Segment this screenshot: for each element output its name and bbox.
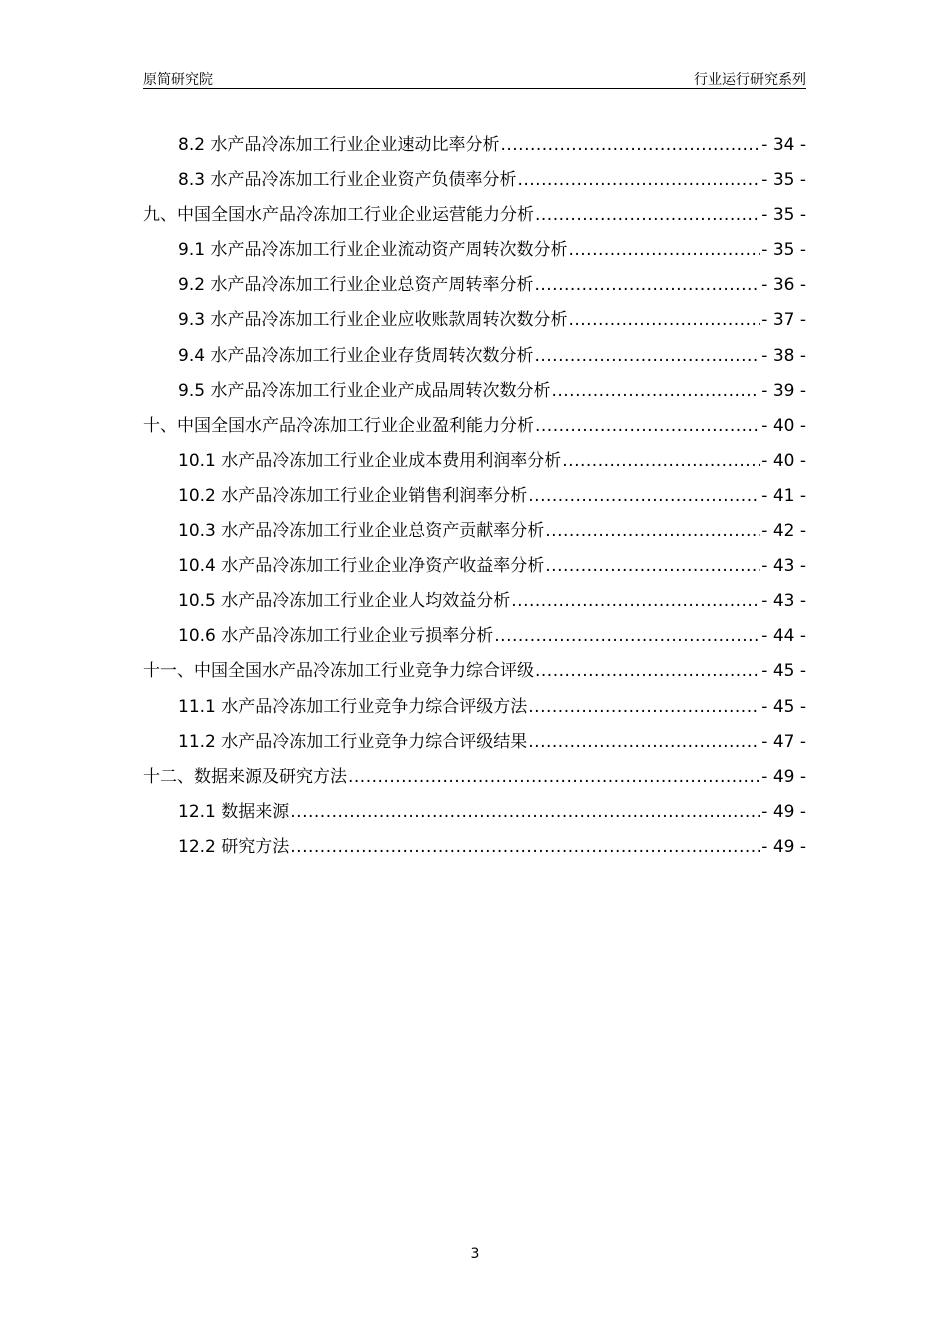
toc-dot-leader bbox=[545, 549, 760, 584]
toc-entry-page: - 47 - bbox=[761, 731, 806, 752]
toc-entry-label: 8.3 水产品冷冻加工行业企业资产负债率分析 bbox=[178, 170, 517, 191]
toc-dot-leader bbox=[528, 690, 760, 725]
toc-entry-label: 9.2 水产品冷冻加工行业企业总资产周转率分析 bbox=[178, 275, 534, 296]
toc-section-entry[interactable] bbox=[143, 514, 806, 549]
toc-section-entry[interactable] bbox=[143, 690, 806, 725]
toc-section-entry[interactable] bbox=[143, 479, 806, 514]
toc-entry-label: 12.1 数据来源 bbox=[178, 801, 290, 822]
toc-entry-page: - 45 - bbox=[761, 661, 806, 682]
toc-entry-page: - 49 - bbox=[761, 766, 806, 787]
toc-entry-page: - 37 - bbox=[761, 310, 806, 331]
page-number: 3 bbox=[470, 1246, 480, 1262]
toc-entry-label: 十一、中国全国水产品冷冻加工行业竞争力综合评级 bbox=[143, 661, 534, 682]
toc-section-entry[interactable] bbox=[143, 233, 806, 268]
toc-section-entry[interactable] bbox=[143, 303, 806, 338]
toc-entry-page: - 49 - bbox=[761, 836, 806, 857]
toc-entry-label: 10.5 水产品冷冻加工行业企业人均效益分析 bbox=[178, 591, 511, 612]
toc-dot-leader bbox=[568, 233, 760, 268]
toc-section-entry[interactable] bbox=[143, 374, 806, 409]
toc-entry-label: 九、中国全国水产品冷冻加工行业企业运营能力分析 bbox=[143, 205, 534, 226]
toc-dot-leader bbox=[528, 479, 760, 514]
table-of-contents bbox=[143, 128, 806, 865]
toc-section-entry[interactable] bbox=[143, 795, 806, 830]
toc-chapter-entry[interactable] bbox=[143, 654, 806, 689]
toc-section-entry[interactable] bbox=[143, 268, 806, 303]
toc-entry-label: 9.4 水产品冷冻加工行业企业存货周转次数分析 bbox=[178, 345, 534, 366]
toc-section-entry[interactable] bbox=[143, 549, 806, 584]
header-series-name: 行业运行研究系列 bbox=[694, 72, 806, 88]
toc-section-entry[interactable] bbox=[143, 830, 806, 865]
toc-dot-leader bbox=[545, 514, 760, 549]
toc-dot-leader bbox=[535, 198, 760, 233]
toc-dot-leader bbox=[534, 339, 760, 374]
toc-entry-page: - 40 - bbox=[761, 450, 806, 471]
toc-entry-label: 9.1 水产品冷冻加工行业企业流动资产周转次数分析 bbox=[178, 240, 568, 261]
toc-dot-leader bbox=[500, 128, 760, 163]
toc-entry-label: 12.2 研究方法 bbox=[178, 836, 290, 857]
toc-entry-label: 9.5 水产品冷冻加工行业企业产成品周转次数分析 bbox=[178, 380, 551, 401]
toc-entry-page: - 35 - bbox=[761, 205, 806, 226]
page-header bbox=[143, 64, 806, 89]
toc-chapter-entry[interactable] bbox=[143, 409, 806, 444]
toc-entry-label: 11.1 水产品冷冻加工行业竞争力综合评级方法 bbox=[178, 696, 528, 717]
toc-dot-leader bbox=[534, 268, 760, 303]
toc-entry-page: - 49 - bbox=[761, 801, 806, 822]
toc-entry-label: 11.2 水产品冷冻加工行业竞争力综合评级结果 bbox=[178, 731, 528, 752]
toc-section-entry[interactable] bbox=[143, 725, 806, 760]
toc-dot-leader bbox=[290, 795, 760, 830]
toc-dot-leader bbox=[562, 444, 760, 479]
toc-entry-label: 8.2 水产品冷冻加工行业企业速动比率分析 bbox=[178, 135, 500, 155]
toc-entry-page: - 35 - bbox=[761, 170, 806, 191]
toc-section-entry[interactable] bbox=[143, 339, 806, 374]
toc-entry-label: 10.3 水产品冷冻加工行业企业总资产贡献率分析 bbox=[178, 521, 545, 542]
toc-entry-page: - 35 - bbox=[761, 240, 806, 261]
toc-entry-label: 9.3 水产品冷冻加工行业企业应收账款周转次数分析 bbox=[178, 310, 568, 331]
toc-entry-label: 10.1 水产品冷冻加工行业企业成本费用利润率分析 bbox=[178, 450, 562, 471]
toc-entry-page: - 42 - bbox=[761, 521, 806, 542]
toc-dot-leader bbox=[348, 760, 760, 795]
toc-section-entry[interactable] bbox=[143, 128, 806, 163]
toc-dot-leader bbox=[535, 409, 760, 444]
toc-chapter-entry[interactable] bbox=[143, 760, 806, 795]
header-org-name: 原简研究院 bbox=[143, 72, 213, 88]
toc-entry-label: 10.6 水产品冷冻加工行业企业亏损率分析 bbox=[178, 626, 494, 647]
toc-section-entry[interactable] bbox=[143, 163, 806, 198]
toc-dot-leader bbox=[511, 584, 760, 619]
toc-entry-page: - 36 - bbox=[761, 275, 806, 296]
toc-entry-label: 十、中国全国水产品冷冻加工行业企业盈利能力分析 bbox=[143, 415, 534, 436]
toc-dot-leader bbox=[528, 725, 760, 760]
toc-entry-page: - 43 - bbox=[761, 556, 806, 577]
toc-entry-page: - 40 - bbox=[761, 415, 806, 436]
toc-dot-leader bbox=[494, 619, 760, 654]
toc-section-entry[interactable] bbox=[143, 619, 806, 654]
toc-section-entry[interactable] bbox=[143, 584, 806, 619]
toc-entry-page: - 44 - bbox=[761, 626, 806, 647]
toc-entry-page: - 41 - bbox=[761, 485, 806, 506]
toc-entry-page: - 45 - bbox=[761, 696, 806, 717]
toc-dot-leader bbox=[551, 374, 760, 409]
toc-entry-label: 十二、数据来源及研究方法 bbox=[143, 766, 347, 787]
toc-dot-leader bbox=[535, 654, 760, 689]
toc-dot-leader bbox=[517, 163, 760, 198]
toc-entry-page: - 34 - bbox=[761, 135, 806, 155]
toc-dot-leader bbox=[568, 303, 760, 338]
toc-entry-page: - 38 - bbox=[761, 345, 806, 366]
toc-entry-label: 10.2 水产品冷冻加工行业企业销售利润率分析 bbox=[178, 485, 528, 506]
toc-entry-page: - 39 - bbox=[761, 380, 806, 401]
toc-dot-leader bbox=[290, 830, 760, 865]
toc-section-entry[interactable] bbox=[143, 444, 806, 479]
toc-entry-label: 10.4 水产品冷冻加工行业企业净资产收益率分析 bbox=[178, 556, 545, 577]
toc-chapter-entry[interactable] bbox=[143, 198, 806, 233]
toc-entry-page: - 43 - bbox=[761, 591, 806, 612]
